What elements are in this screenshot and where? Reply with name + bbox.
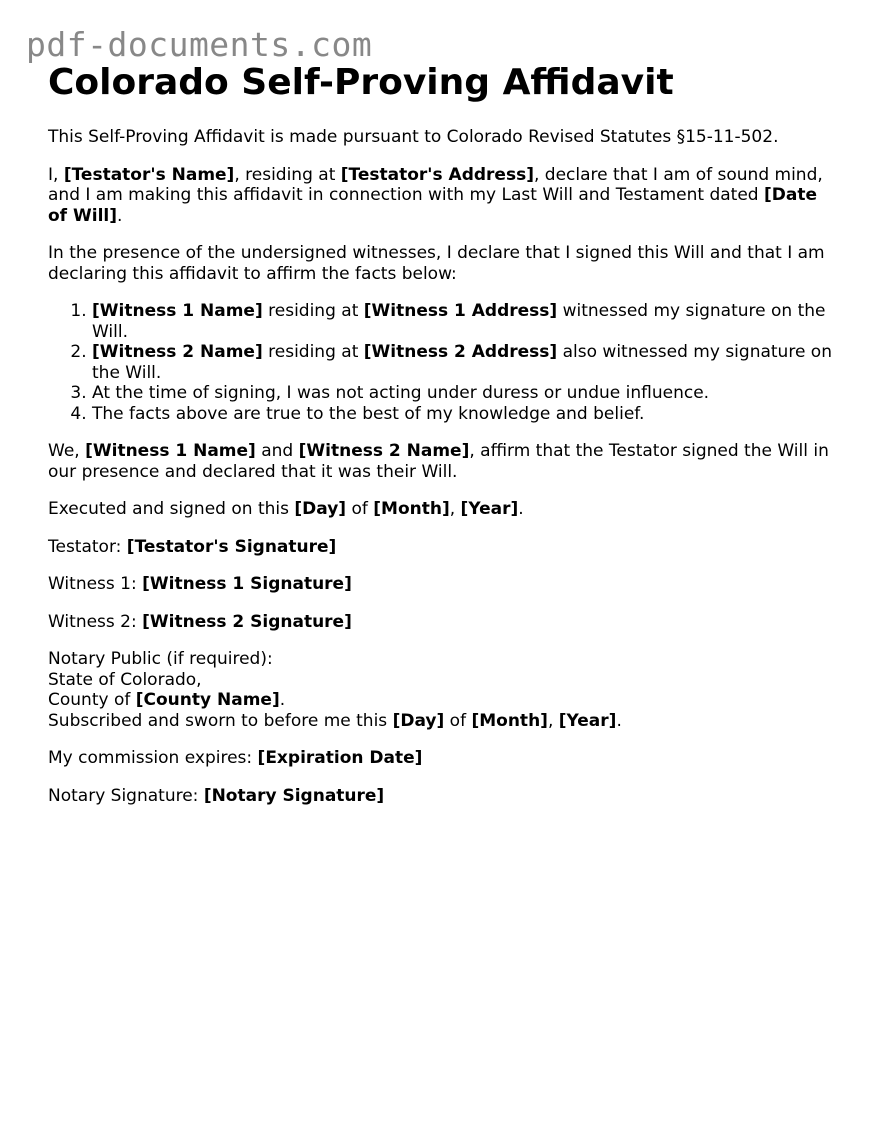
executed-month-field: [Month] [373,499,450,519]
affirmation-text: and [255,441,299,461]
expiration-date-field: [Expiration Date] [257,748,423,768]
commission-label: My commission expires: [48,748,258,768]
witness-2-signature-field: [Witness 2 Signature] [142,611,352,632]
county-name-field: [County Name] [135,690,280,710]
affirmation-paragraph [48,441,838,482]
sworn-day-field: [Day] [392,710,445,731]
witness-2-label: Witness 2: [48,611,143,632]
witness-2-signature-line [48,612,838,633]
testator-name-field: [Testator's Name] [63,164,235,185]
testator-address-field: [Testator's Address] [340,164,534,185]
executed-text: of [346,499,374,519]
witness-1-label: Witness 1: [48,574,143,594]
date-of-will-field: [Date of Will] [48,185,818,226]
sworn-text: , [547,710,559,731]
notary-county-line [48,690,838,711]
declaration-text: , declare that I am of sound mind, and I am making this affidavit in connection with my Last Will and Testament dated [48,164,823,205]
sworn-year-field: [Year] [558,710,617,731]
witness-2-address-field: [Witness 2 Address] [363,342,558,362]
fact-text: At the time of signing, I was not acting under duress or undue influence. [92,383,710,403]
notary-signature-label: Notary Signature: [48,785,204,806]
executed-text: . [518,499,524,519]
presence-paragraph: In the presence of the undersigned witnesses, I declare that I signed this Will and that I am declaring this affidavit to affirm the facts below: [48,243,825,284]
county-label: County of [48,690,136,710]
affirm-witness-1-field: [Witness 1 Name] [85,441,256,461]
list-item [92,301,838,342]
notary-sworn-line [48,711,838,732]
executed-text: , [449,499,461,519]
sworn-text: of [444,710,472,731]
witness-1-name-field: [Witness 1 Name] [92,301,263,321]
declaration-text: I, [48,164,64,185]
list-item [92,404,838,425]
testator-label: Testator: [48,536,127,557]
notary-heading: Notary Public (if required): [48,649,273,669]
affirmation-text: , affirm that the Testator signed the Will in our presence and declared that it was their Will. [48,441,829,482]
declaration-paragraph [48,165,838,227]
witness-1-signature-field: [Witness 1 Signature] [142,574,352,594]
executed-text: Executed and signed on this [48,499,295,519]
notary-signature-line [48,786,838,807]
notary-block [48,649,838,731]
facts-list [48,301,838,424]
testator-signature-line [48,537,838,558]
fact-text: witnessed my signature on the Will. [92,301,826,342]
affirmation-text: We, [48,441,86,461]
fact-text: residing at [262,342,364,362]
county-end: . [279,690,286,710]
commission-line [48,748,838,769]
fact-text: residing at [262,301,364,321]
executed-year-field: [Year] [460,499,519,519]
executed-paragraph [48,499,838,520]
executed-day-field: [Day] [294,499,347,519]
watermark: pdf-documents.com [26,25,373,64]
affirm-witness-2-field: [Witness 2 Name] [298,441,470,461]
witness-2-name-field: [Witness 2 Name] [92,342,263,362]
list-item [92,383,838,404]
declaration-text: , residing at [234,164,341,185]
sworn-month-field: [Month] [471,710,548,731]
notary-signature-field: [Notary Signature] [203,785,385,806]
list-item [92,342,838,383]
witness-1-address-field: [Witness 1 Address] [363,301,558,321]
intro-paragraph: This Self-Proving Affidavit is made pursuant to Colorado Revised Statutes §15-11-502. [48,127,779,147]
fact-text: also witnessed my signature on the Will. [92,342,832,383]
testator-signature-field: [Testator's Signature] [126,536,337,557]
witness-1-signature-line [48,574,838,595]
fact-text: The facts above are true to the best of my knowledge and belief. [92,403,645,424]
page-title: Colorado Self-Proving Affidavit [48,62,674,103]
sworn-text: Subscribed and sworn to before me this [48,710,393,731]
notary-state: State of Colorado, [48,669,202,690]
sworn-text: . [616,710,622,731]
document-body [48,62,838,806]
declaration-text: . [117,205,123,226]
